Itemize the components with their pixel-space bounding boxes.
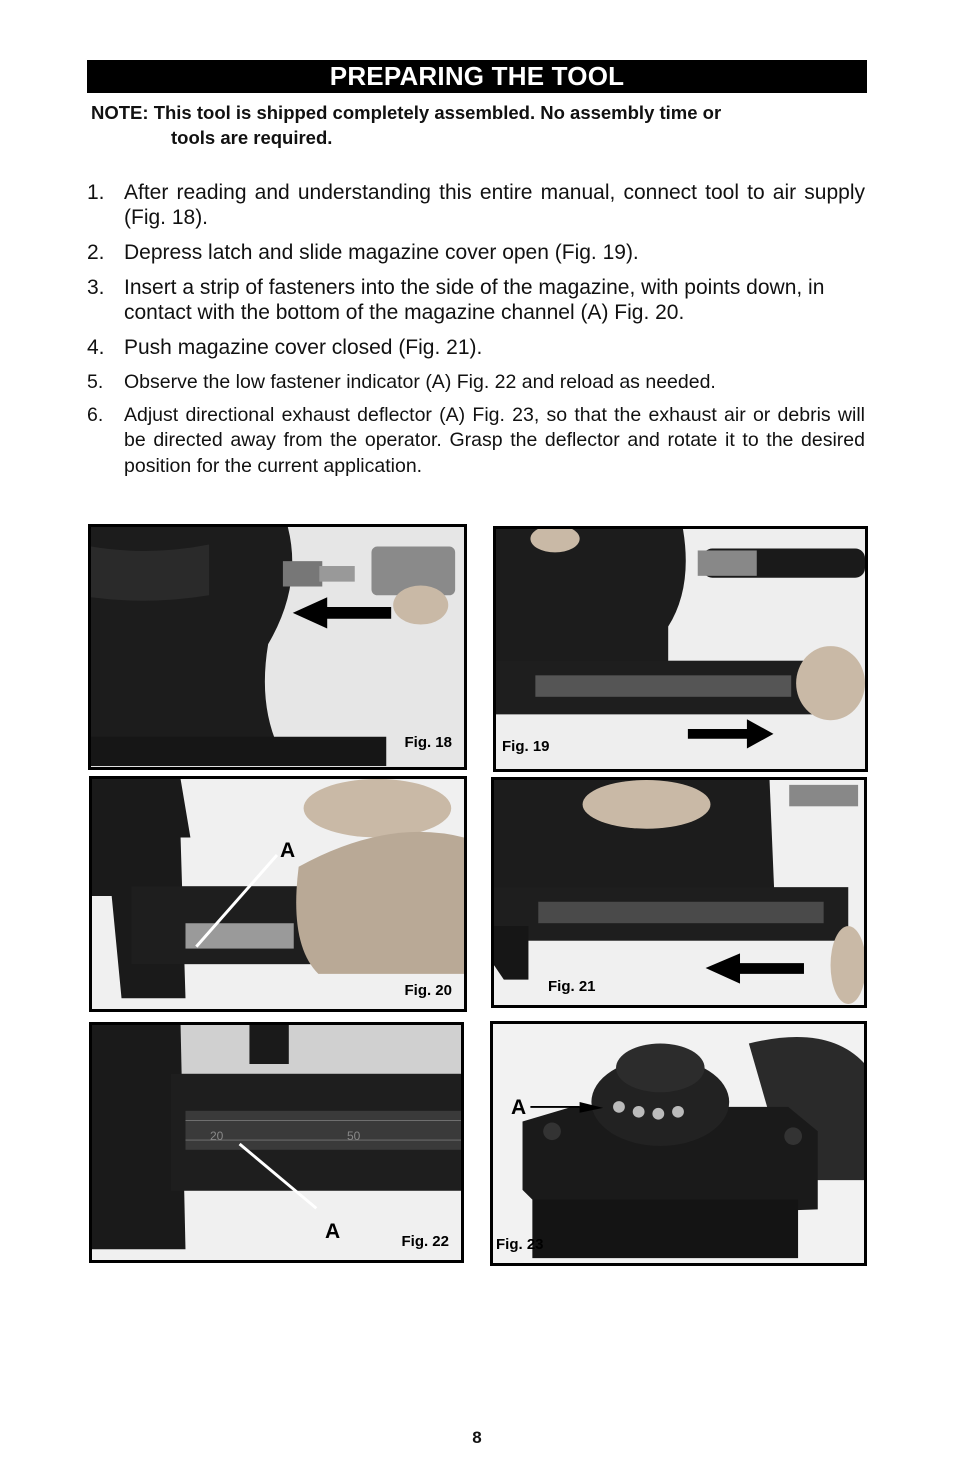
step-text: Depress latch and slide magazine cover open (Fig. 19). [124,241,639,264]
step-item [87,180,865,230]
step-number: 4. [87,336,105,359]
figure-20-photo [89,776,467,1012]
figure-19-photo [493,526,868,772]
indicator-scale-low: 20 [210,1129,224,1143]
step-number: 3. [87,276,105,299]
magazine-closed-illustration [494,780,864,1005]
step-text: Insert a strip of fasteners into the side of the magazine, with points down, in contact with the bottom of the magazine channel (A) Fig. 20. [124,276,825,324]
figure-23-photo [490,1021,867,1266]
step-item [87,275,865,325]
callout-letter: A [280,839,296,862]
figure-label: Fig. 19 [502,738,550,755]
insert-fasteners-illustration [92,779,464,1009]
figure-18-photo [88,524,467,770]
fastener-indicator-illustration [92,1025,461,1260]
section-title-banner: PREPARING THE TOOL [87,60,867,93]
figure-label: Fig. 18 [404,734,452,751]
figure-21-photo [491,777,867,1008]
step-text: Push magazine cover closed (Fig. 21). [124,336,483,359]
figure-label: Fig. 21 [548,978,596,995]
indicator-scale-high: 50 [347,1129,361,1143]
note-line-2: tools are required. [171,127,333,148]
step-number: 2. [87,241,105,264]
preparation-steps [87,180,865,486]
step-text: Adjust directional exhaust deflector (A) Fig. 23, so that the exhaust air or debris will be directed away from the operator. Grasp the deflector and rotate it to the desired position for the current application. [124,403,865,477]
step-item [87,335,865,360]
callout-letter: A [511,1096,527,1119]
figure-label: Fig. 23 [496,1236,544,1253]
exhaust-deflector-illustration [493,1024,864,1263]
page-number: 8 [472,1428,482,1447]
figure-label: Fig. 22 [401,1233,449,1250]
figure-label: Fig. 20 [404,982,452,999]
assembly-note [91,100,861,150]
step-number: 6. [87,403,104,426]
note-line-1: NOTE: This tool is shipped completely assembled. No assembly time or [91,102,722,123]
tool-air-connection-illustration [91,527,464,767]
step-item [87,370,865,396]
step-item [87,403,865,480]
callout-letter: A [325,1220,341,1243]
step-text: Observe the low fastener indicator (A) Fig. 22 and reload as needed. [124,371,716,393]
step-number: 1. [87,181,105,204]
figure-22-photo [89,1022,464,1263]
step-number: 5. [87,371,104,393]
magazine-open-illustration [496,529,865,769]
step-item [87,240,865,265]
step-text: After reading and understanding this entire manual, connect tool to air supply (Fig. 18). [124,181,865,229]
